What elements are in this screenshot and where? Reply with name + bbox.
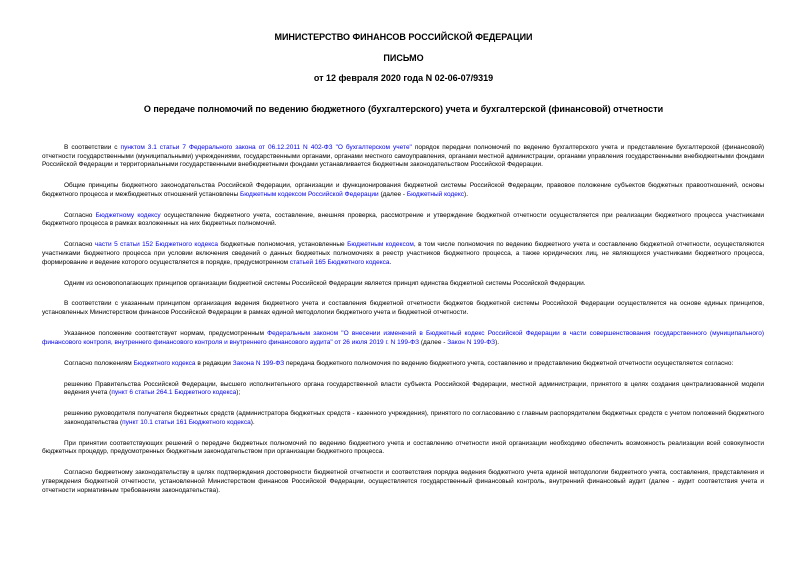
paragraph-text: ). [495, 338, 500, 346]
paragraph-text: (далее - [378, 190, 407, 198]
document-link[interactable]: Бюджетного кодекса [133, 359, 196, 367]
paragraph-text: порядок передачи полномочий по ведению бухгалтерского учета и представление бухгалтерской (финансовой) отчетности государственными (муниципальными) учреждениями, государственными органами, органами местного самоуправления, органами местной администрации, органами управления государственными внебюджетными фондами Российской Федерации и территориальными государственными внебюджетными фондами устанавливается бюджетным законодательством Российской Федерации. [42, 144, 764, 169]
document-link[interactable]: статьей 165 Бюджетного кодекса [289, 258, 390, 266]
paragraph-text: При принятии соответствующих решений о передаче бюджетных полномочий по ведению бюджетного учета и составлению отчетности иной организации необходимо обеспечить возможность реализации всей совокупности бюджетных процедур, предусмотренных бюджетным законодательством при организации бюджетного процесса. [42, 439, 764, 456]
document-link[interactable]: пунктом 3.1 статьи 7 Федерального закона от 06.12.2011 N 402-ФЗ "О бухгалтерском учете" [120, 144, 412, 151]
document-link[interactable]: Бюджетный кодекс [406, 190, 465, 198]
paragraph-text: осуществление бюджетного учета, составление, внешняя проверка, рассмотрение и утверждение бюджетной отчетности осуществляется при реализации бюджетного процесса участниками бюджетного процесса в рамках возложенных на них бюджетных полномочий. [42, 211, 764, 228]
body-paragraph [42, 280, 764, 289]
body-paragraph [42, 212, 764, 229]
body-paragraph [42, 241, 764, 267]
body-paragraph [42, 182, 764, 199]
document-type: ПИСЬМО [383, 53, 424, 63]
paragraph-text: , в том числе полномочия по ведению бюджетного учета и составлению бюджетной отчетности, осуществляются участниками бюджетного процесса при условии включения сведений о данных бюджетных полномочиях в реестр участников бюджетного процесса, а также юридических лиц, не являющихся участниками бюджетного процесса, формирование и ведение которого осуществляется в порядке, предусмотренном [42, 241, 764, 266]
document-date-number: от 12 февраля 2020 года N 02-06-07/9319 [313, 73, 494, 83]
paragraph-text: в редакции [195, 359, 233, 367]
body-paragraph [42, 410, 764, 427]
body-paragraph [42, 144, 764, 170]
body-paragraph [42, 381, 764, 398]
paragraph-text: В соответствии с указанным принципом организация ведения бюджетного учета и составления бюджетной отчетности бюджетов бюджетной системы Российской Федерации осуществляется на основе единых принципов, установленных Министерством финансов Российской Федерации в рамках единой методологии бюджетного учета и бюджетной отчетности. [42, 300, 764, 317]
paragraph-text: бюджетные полномочия, установленные [217, 241, 348, 249]
paragraph-text: решению руководителя получателя бюджетных средств (администратора бюджетных средств - казенного учреждения), принятого по согласованию с главным распорядителем бюджетных средств с учетом положений бюджетного законодательства ( [64, 410, 764, 426]
document-body [42, 144, 764, 508]
body-paragraph [42, 360, 764, 369]
body-paragraph [42, 469, 764, 495]
document-link[interactable]: пункт 10.1 статьи 161 Бюджетного кодекса [122, 418, 251, 426]
document-link[interactable]: части 5 статьи 152 Бюджетного кодекса [94, 241, 218, 249]
paragraph-text: Общие принципы бюджетного законодательства Российской Федерации, организации и функционирования бюджетной системы Российской Федерации, правовое положение субъектов бюджетных правоотношений, основы бюджетного процесса и межбюджетных отношений установлены [42, 182, 764, 198]
document-link[interactable]: Федеральным законом "О внесении изменений в Бюджетный кодекс Российской Федерации в части совершенствования государственного (муниципального) финансового контроля, внутреннего финансового контроля и внутреннего финансового аудита" от 26 июля 2019 г. N 199-ФЗ [42, 330, 764, 346]
paragraph-text: Согласно положениям [64, 359, 134, 367]
document-link[interactable]: Закон N 199-ФЗ [447, 338, 496, 346]
paragraph-text: ). [250, 418, 255, 426]
document-link[interactable]: Закона N 199-ФЗ [232, 359, 285, 367]
document-link[interactable]: Бюджетным кодексом [347, 241, 414, 249]
body-paragraph [42, 440, 764, 457]
ministry-title: МИНИСТЕРСТВО ФИНАНСОВ РОССИЙСКОЙ ФЕДЕРАЦИИ [274, 32, 533, 42]
document-link[interactable]: Бюджетному кодексу [95, 211, 161, 219]
body-paragraph [42, 330, 764, 347]
document-subject: О передаче полномочий по ведению бюджетного (бухгалтерского) учета и бухгалтерской (финансовой) отчетности [143, 104, 664, 114]
paragraph-text: (далее - [419, 338, 448, 346]
document-link[interactable]: пункт 6 статьи 264.1 Бюджетного кодекса [111, 389, 237, 397]
document-link[interactable]: Бюджетным кодексом Российской Федерации [240, 190, 379, 198]
paragraph-text: передача бюджетного полномочия по ведению бюджетного учета, составлению и представлению бюджетной отчетности осуществляется согласно: [284, 359, 734, 367]
body-paragraph [42, 300, 764, 317]
paragraph-text: решению Правительства Российской Федерации, высшего исполнительного органа государственной власти субъекта Российской Федерации, местной администрации, принятого в целях создания централизованной модели ведения учета ( [64, 380, 764, 397]
paragraph-text: . [389, 258, 392, 266]
paragraph-text: Одним из основополагающих принципов организации бюджетной системы Российской Федерации является принцип единства бюджетной системы Российской Федерации. [64, 279, 586, 287]
paragraph-text: ). [464, 190, 469, 198]
paragraph-text: Указанное положение соответствует нормам, предусмотренным [64, 330, 268, 338]
paragraph-text: ); [236, 389, 241, 397]
paragraph-text: Согласно [64, 211, 96, 219]
paragraph-text: Согласно [64, 241, 95, 249]
paragraph-text: В соответствии с [64, 144, 121, 151]
paragraph-text: Согласно бюджетному законодательству в целях подтверждения достоверности бюджетной отчетности и соответствия порядка ведения бюджетного учета единой методологии бюджетного учета, составления, представления и утверждения бюджетной отчетности, установленной Министерством финансов Российской Федерации, осуществляется государственный финансовый контроль, внутренний финансовый аудит (далее - аудит соответствия учета и отчетности нормативным требованиям законодательства). [42, 469, 764, 494]
